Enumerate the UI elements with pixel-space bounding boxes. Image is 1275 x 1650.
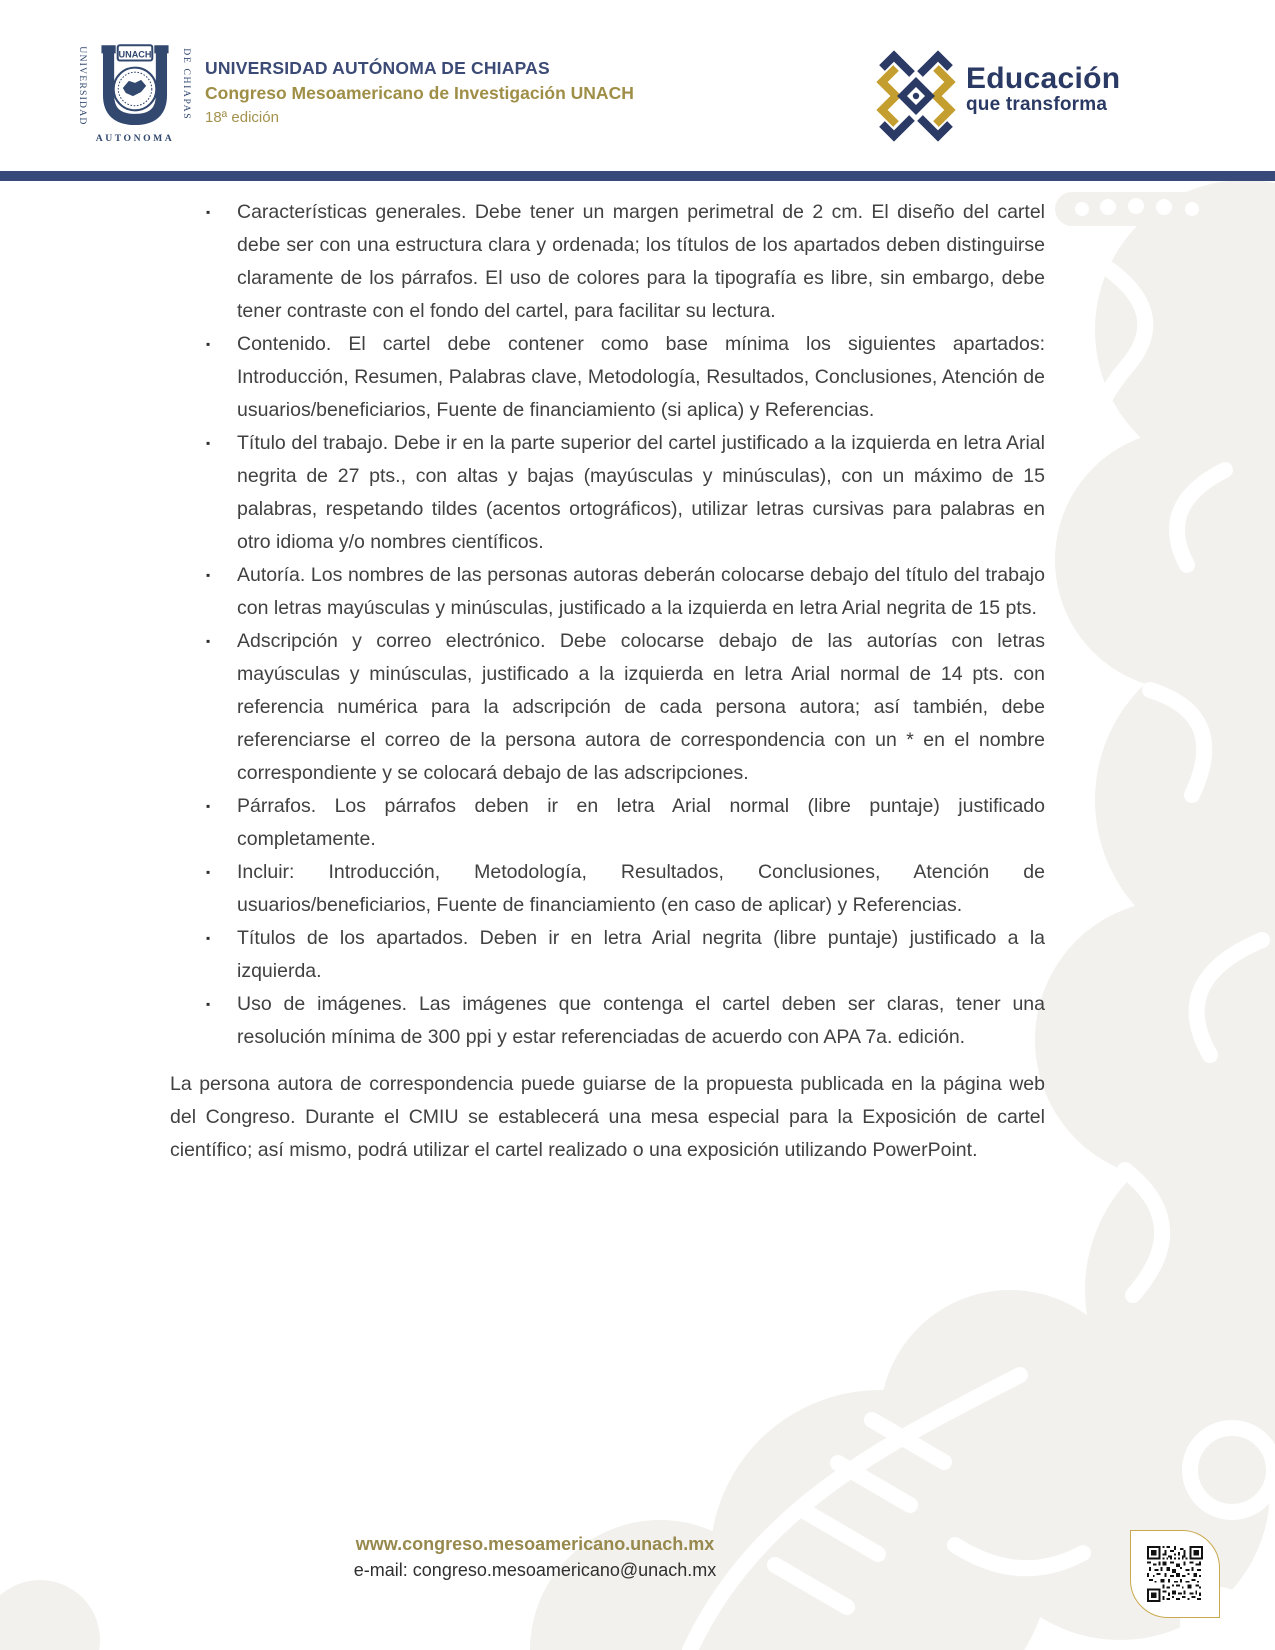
list-item: ▪ Adscripción y correo electrónico. Debe colocarse debajo de las autorías con letras mayúsculas y minúsculas, justificado a la izquierda en letra Arial normal de 14 pts. con referencia numérica para la adscripción de cada persona autora; así también, debe referenciarse el correo de la persona autora de correspondencia con un * en el nombre correspondiente y se colocará debajo de las adscripciones. [170,625,1045,790]
seal-acronym: UNACH [118,49,152,60]
brand-wordmark [966,63,1120,115]
page-header [0,0,1275,171]
list-item: ▪ Párrafos. Los párrafos deben ir en letra Arial normal (libre puntaje) justificado completamente. [170,790,1045,856]
list-item: ▪ Características generales. Debe tener un margen perimetral de 2 cm. El diseño del cartel debe ser con una estructura clara y ordenada; los títulos de los apartados deben distinguirse claramente de los párrafos. El uso de colores para la tipografía es libre, sin embargo, debe tener contraste con el fondo del cartel, para facilitar su lectura. [170,196,1045,328]
list-item: ▪ Título del trabajo. Debe ir en la parte superior del cartel justificado a la izquierda en letra Arial negrita de 27 pts., con altas y bajas (mayúsculas y minúsculas), con un máximo de 15 palabras, respetando tildes (acentos ortográficos), utilizar letras cursivas para palabras en otro idioma y/o nombres científicos. [170,427,1045,559]
list-item: ▪ Incluir: Introducción, Metodología, Resultados, Conclusiones, Atención de usuarios/beneficiarios, Fuente de financiamiento (en caso de aplicar) y Referencias. [170,856,1045,922]
congress-name: Congreso Mesoamericano de Investigación UNACH [205,83,634,103]
qr-code-container [1130,1530,1220,1618]
email-link[interactable]: e-mail: congreso.mesoamericano@unach.mx [353,1560,717,1580]
seal-left-text: UNIVERSIDAD [77,46,89,126]
header-divider-bar [0,171,1275,181]
seal-right-text: DE CHIAPAS [180,48,192,121]
brand-line1: Educación [966,62,1121,95]
list-item: ▪ Títulos de los apartados. Deben ir en letra Arial negrita (libre puntaje) justificado a la izquierda. [170,922,1045,988]
website-link[interactable]: www.congreso.mesoamericano.unach.mx [355,1534,715,1554]
document-body [170,196,1045,1167]
brand-line2: que transforma [966,94,1108,115]
educacion-brand-icon [866,46,966,146]
header-titles [205,56,634,130]
footer-contact-block [170,1531,900,1583]
seal-bottom-text: AUTONOMA [95,132,175,144]
list-item: ▪ Uso de imágenes. Las imágenes que contenga el cartel deben ser claras, tener una resolución mínima de 300 ppi y estar referenciadas de acuerdo con APA 7a. edición. [170,988,1045,1054]
edition-label: 18ª edición [205,109,279,126]
list-item: ▪ Contenido. El cartel debe contener como base mínima los siguientes apartados: Introducción, Resumen, Palabras clave, Metodología, Resultados, Conclusiones, Atención de usuarios/beneficiarios, Fuente de financiamiento (si aplica) y Referencias. [170,328,1045,427]
university-name: UNIVERSIDAD AUTÓNOMA DE CHIAPAS [205,58,550,78]
requirements-list [170,196,1045,1054]
closing-paragraph: La persona autora de correspondencia puede guiarse de la propuesta publicada en la página web del Congreso. Durante el CMIU se establecerá una mesa especial para la Exposición de cartel científico; así mismo, podrá utilizar el cartel realizado o una exposición utilizando PowerPoint. [170,1073,1045,1161]
unach-logo [74,34,196,148]
qr-code [1147,1546,1203,1602]
list-item: ▪ Autoría. Los nombres de las personas autoras deberán colocarse debajo del título del trabajo con letras mayúsculas y minúsculas, justificado a la izquierda en letra Arial negrita de 15 pts. [170,559,1045,625]
